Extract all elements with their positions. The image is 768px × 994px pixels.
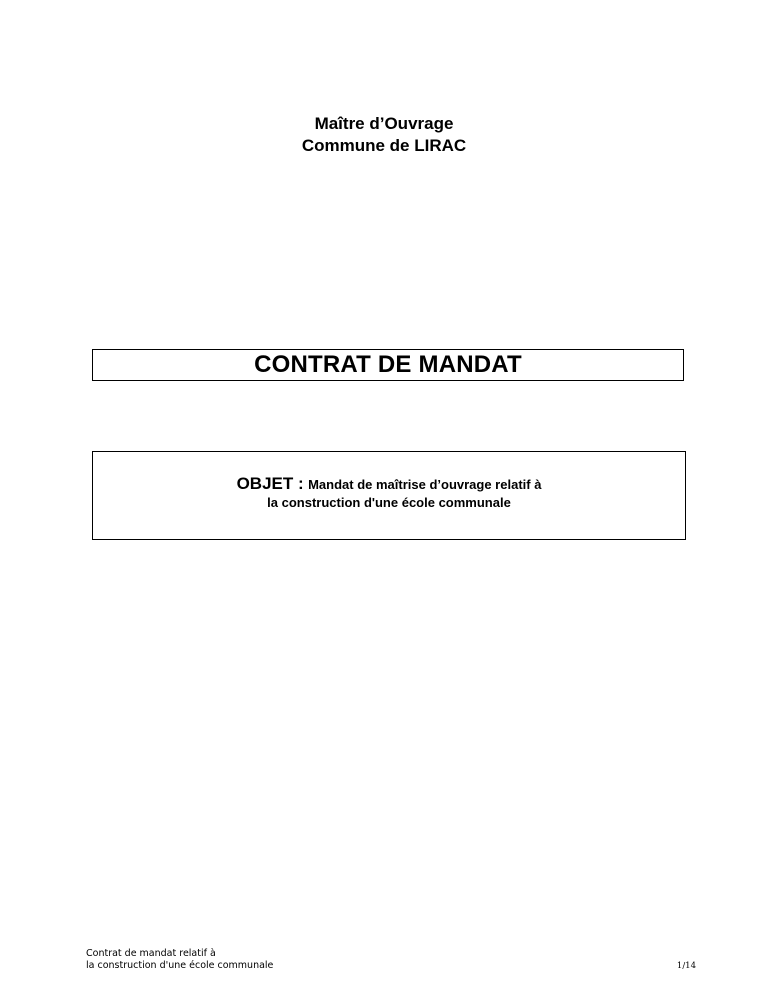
footer-caption xyxy=(86,948,273,972)
objet-label: OBJET : xyxy=(236,474,304,493)
title-box xyxy=(92,349,684,381)
header-block xyxy=(0,113,768,157)
objet-line-1 xyxy=(93,474,685,495)
objet-description-1: Mandat de maîtrise d’ouvrage relatif à xyxy=(308,477,542,492)
footer-line-2: la construction d'une école communale xyxy=(86,960,274,971)
footer-line-1: Contrat de mandat relatif à xyxy=(86,948,216,959)
commune-heading: Commune de LIRAC xyxy=(301,136,467,155)
objet-box xyxy=(92,451,686,540)
page-number: 1/14 xyxy=(676,961,696,971)
objet-description-2: la construction d'une école communale xyxy=(267,495,511,510)
document-title: CONTRAT DE MANDAT xyxy=(254,351,522,378)
maitre-ouvrage-heading: Maître d’Ouvrage xyxy=(314,114,454,133)
